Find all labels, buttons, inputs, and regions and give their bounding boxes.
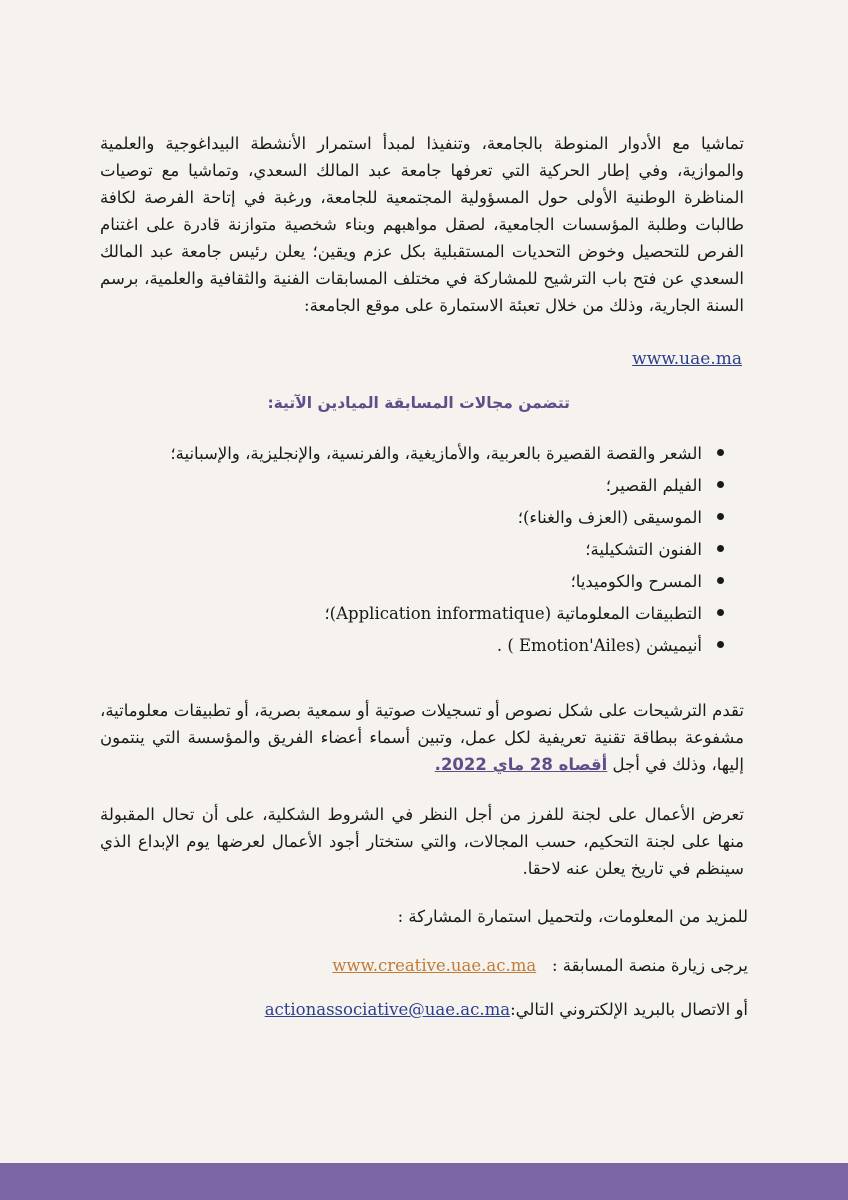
platform-link[interactable]: www.creative.uae.ac.ma [332,956,537,975]
fields-list [100,440,732,664]
list-item: الفيلم القصير؛ [100,472,732,504]
list-item: الشعر والقصة القصيرة بالعربية، والأمازيغية، والفرنسية، والإنجليزية، والإسبانية؛ [100,440,732,472]
list-item: المسرح والكوميديا؛ [100,568,732,600]
bullet-icon [717,545,724,552]
platform-label: يرجى زيارة منصة المسابقة : [551,956,748,975]
list-item: التطبيقات المعلوماتية (Application informatique)؛ [100,600,732,632]
bullet-icon [717,481,724,488]
review-paragraph [100,801,744,882]
bullet-icon [717,449,724,456]
email-link[interactable]: actionassociative@uae.ac.ma [264,1000,511,1019]
fields-heading: تتضمن مجالات المسابقة الميادين الآتية: [267,394,570,412]
footer-bar [0,1163,848,1200]
platform-line [100,956,748,975]
intro-paragraph [100,130,744,319]
intro-text: تماشيا مع الأدوار المنوطة بالجامعة، وتنفيذا لمبدأ استمرار الأنشطة البيداغوجية والعلمية والموازية، وفي إطار الحركية التي تعرفها جامعة عبد المالك السعدي، وتماشيا مع توصيات المناظرة الوطنية الأولى حول المسؤولية المجتمعية للجامعة، ورغبة في إتاحة الفرصة لكافة طالبات وطلبة المؤسسات الجامعية، لصقل مواهبهم وبناء شخصية متوازنة قادرة على اغتنام الفرص للتحصيل وخوض التحديات المستقبلية بكل عزم ويقين؛ يعلن رئيس جامعة عبد المالك السعدي عن فتح باب الترشيح للمشاركة في مختلف المسابقات الفنية والثقافية والعلمية، برسم السنة الجارية، وذلك من خلال تعبئة الاستمارة على موقع الجامعة: [100,134,744,315]
review-text: تعرض الأعمال على لجنة للفرز من أجل النظر في الشروط الشكلية، على أن تحال المقبولة منها على لجنة التحكيم، حسب المجالات، والتي ستختار أجود الأعمال لعرضها يوم الإبداع الذي سينظم في تاريخ يعلن عنه لاحقا. [100,805,744,878]
bullet-icon [717,577,724,584]
submission-paragraph [100,697,744,778]
intro-url-line [100,349,742,369]
bullet-icon [717,641,724,648]
list-item: أنيميشن (Emotion'Ailes ) . [100,632,732,664]
submission-text: تقدم الترشيحات على شكل نصوص أو تسجيلات صوتية أو سمعية بصرية، أو تطبيقات معلوماتية، مشفوعة ببطاقة تقنية تعريفية لكل عمل، وتبين أسماء أعضاء الفريق والمؤسسة التي ينتمون إليها، وذلك في أجل [100,701,744,774]
list-item: الموسيقى (العزف والغناء)؛ [100,504,732,536]
email-line [100,1000,748,1019]
deadline-text: أقصاه 28 ماي 2022. [434,755,608,774]
more-info-line [100,907,748,926]
bullet-icon [717,513,724,520]
university-website-link[interactable]: www.uae.ma [632,349,742,369]
bullet-icon [717,609,724,616]
email-label: أو الاتصال بالبريد الإلكتروني التالي: [510,1000,748,1019]
list-item: الفنون التشكيلية؛ [100,536,732,568]
more-info-text: للمزيد من المعلومات، ولتحميل استمارة المشاركة : [397,907,748,926]
